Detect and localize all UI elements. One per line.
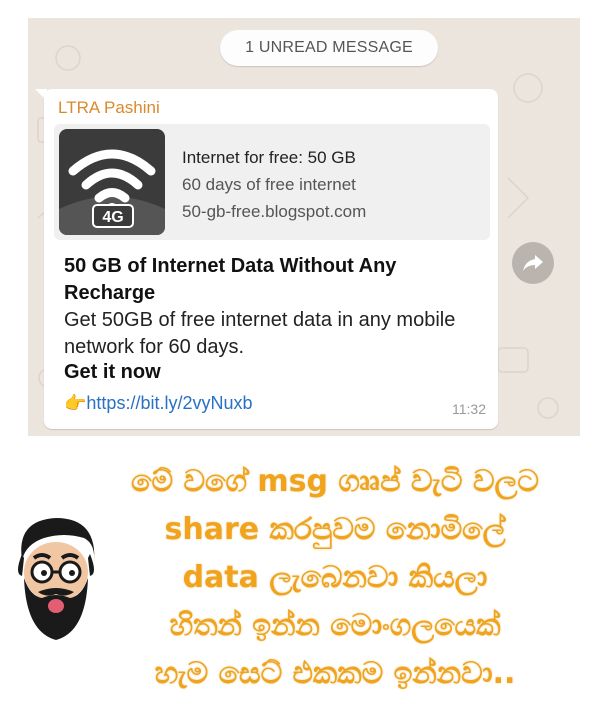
- message-title: 50 GB of Internet Data Without Any Recharge: [64, 255, 397, 304]
- message-body: Get 50GB of free internet data in any mobile network for 60 days.: [64, 309, 456, 358]
- unread-banner: [220, 30, 438, 66]
- preview-description: 60 days of free internet: [182, 175, 356, 194]
- preview-thumbnail: [59, 129, 165, 235]
- sender-name[interactable]: LTRA Pashini: [58, 98, 160, 117]
- link-preview[interactable]: [54, 124, 490, 240]
- meme-caption: [70, 458, 600, 698]
- forward-button[interactable]: [512, 242, 554, 284]
- caption-line: data ලැබෙනවා කියලා: [182, 560, 488, 595]
- preview-title: Internet for free: 50 GB: [182, 148, 356, 167]
- preview-badge: 4G: [102, 209, 124, 226]
- message-bubble[interactable]: [44, 89, 498, 429]
- caption-line: share කරපුවම නොමිලේ: [164, 512, 506, 547]
- pointing-hand-icon: 👉: [64, 393, 87, 413]
- message-link[interactable]: https://bit.ly/2vyNuxb: [86, 393, 253, 413]
- message-time: 11:32: [452, 401, 486, 417]
- chat-screen: [28, 18, 580, 436]
- wifi-icon: [59, 129, 165, 235]
- message-link-row: [64, 393, 253, 414]
- unread-label: 1 UNREAD MESSAGE: [245, 39, 413, 56]
- preview-url: 50-gb-free.blogspot.com: [182, 202, 367, 221]
- message-cta: Get it now: [64, 361, 161, 383]
- caption-line: හැම සෙට් එකකම ඉන්නවා..: [154, 656, 516, 691]
- forward-icon: [522, 253, 544, 273]
- caption-line: මේ වගේ msg ගෲප් වැටි වලට: [131, 464, 539, 499]
- caption-line: හිතන් ඉන්න මොංගලයෙක්: [169, 608, 501, 643]
